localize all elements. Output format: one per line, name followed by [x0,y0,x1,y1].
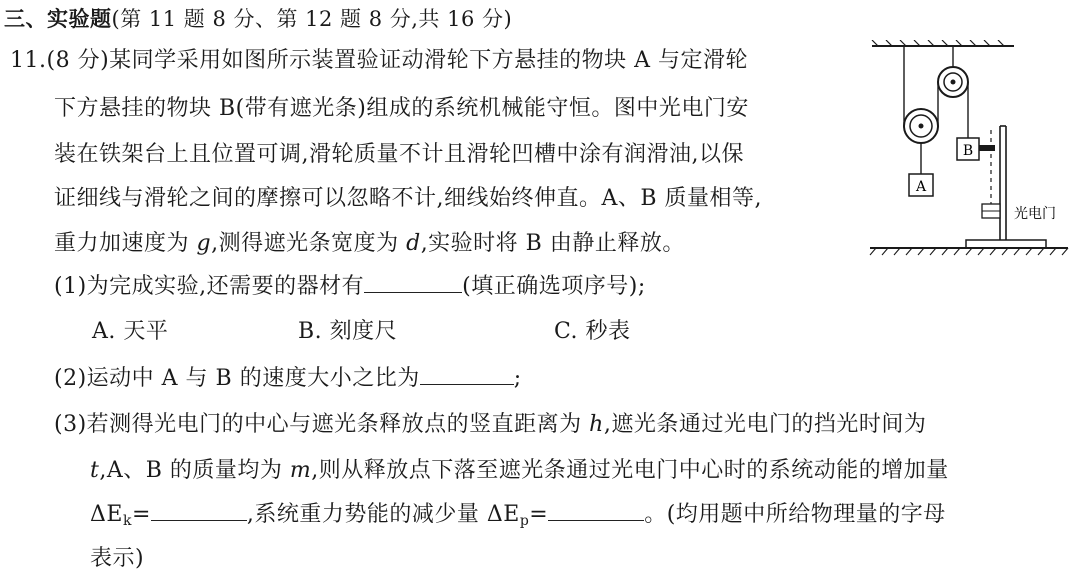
photogate-label: 光电门 [1014,206,1056,222]
svg-text:A: A [915,179,927,195]
part-2: (2)运动中 A 与 B 的速度大小之比为 ; [54,366,522,391]
section-note: (第 11 题 8 分、第 12 题 8 分,共 16 分) [111,7,513,31]
stem-line: 下方悬挂的物块 B(带有遮光条)组成的系统机械能守恒。图中光电门安 [54,96,749,121]
ceiling [872,40,1014,46]
block-b [957,138,995,160]
question-line-5: 重力加速度为 g,测得遮光条宽度为 d,实验时将 B 由静止释放。 [54,231,685,256]
apparatus-figure [862,40,1074,262]
var-g: g [196,231,212,256]
block-a [909,174,933,196]
part-3-line-3: $\Delta E_k=$ ,系统重力势能的减少量 $\Delta E_p=$ 。(均用题中所给物理量的字母 [90,502,946,529]
question-line-1 [10,46,748,76]
var-h: h [589,412,604,437]
photogate [982,204,1056,222]
var-m: m [289,458,312,483]
svg-text:B: B [962,143,974,159]
stem-line: 证细线与滑轮之间的摩擦可以忽略不计,细线始终伸直。A、B 质量相等, [54,186,763,211]
fixed-pulley [938,67,968,97]
stem-line: (8 分)某同学采用如图所示装置验证动滑轮下方悬挂的物块 A 与定滑轮 [46,48,749,73]
stem-line: 装在铁架台上且位置可调,滑轮质量不计且滑轮凹槽中涂有润滑油,以保 [54,142,744,167]
option-b: B. 刻度尺 [298,319,398,344]
section-title: 三、实验题 [4,7,112,31]
question-line-3 [54,140,744,170]
answer-blank-1[interactable] [364,272,462,293]
option-a: A. 天平 [92,319,169,344]
question-number: 11. [10,48,47,73]
section-header [4,4,512,34]
shutter-strip [979,145,995,151]
answer-blank-3[interactable] [151,500,247,521]
option-c: C. 秒表 [554,319,631,344]
part-3-line-2: t,A、B 的质量均为 m,则从释放点下落至遮光条通过光电门中心时的系统动能的增加量 [90,458,949,483]
part-3-line-1: (3)若测得光电门的中心与遮光条释放点的竖直距离为 h,遮光条通过光电门的挡光时间为 [54,412,927,437]
question-line-2 [54,94,749,124]
part-1: (1)为完成实验,还需要的器材有 (填正确选项序号); [54,274,646,299]
answer-blank-4[interactable] [548,500,644,521]
var-d: d [406,231,421,256]
part-3-line-4: 表示) [90,546,145,571]
answer-blank-2[interactable] [420,364,514,385]
var-t: t [90,458,100,483]
movable-pulley [904,109,938,143]
question-line-4 [54,184,762,214]
ground [870,248,1068,255]
